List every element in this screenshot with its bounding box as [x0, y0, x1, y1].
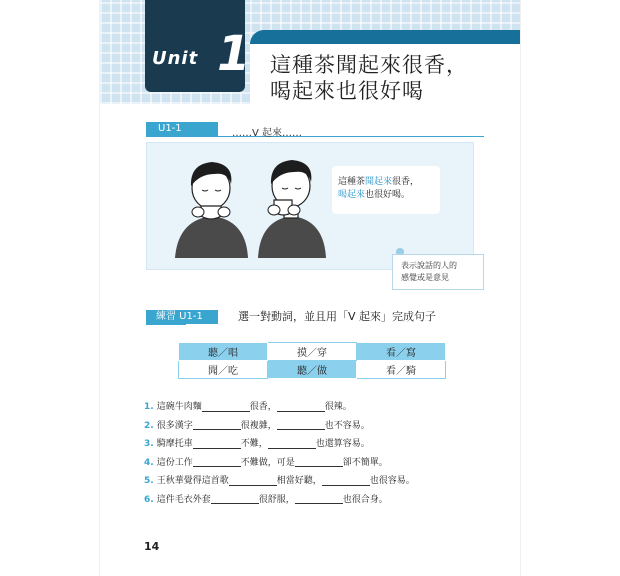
- answer-blank[interactable]: [193, 439, 241, 449]
- item-text-a: 很多漢字: [156, 420, 193, 431]
- item-text-c: 很辣。: [324, 402, 352, 412]
- example-line1: [338, 176, 434, 189]
- item-text-b: 很香，: [249, 402, 277, 412]
- practice-rule: [146, 324, 186, 325]
- person-drinking-tea: [258, 160, 326, 258]
- table-cell: 看／寫: [357, 343, 446, 361]
- item-text-a: 這碗牛肉麵: [156, 402, 202, 412]
- example-text-2: 很香，: [392, 177, 420, 187]
- answer-blank[interactable]: [277, 420, 325, 430]
- people-drinking-tea-illustration: [170, 150, 330, 260]
- table-row: [179, 343, 446, 361]
- item-text-a: 這份工作: [156, 457, 193, 468]
- list-item: [144, 472, 415, 491]
- list-item: [144, 454, 415, 473]
- example-text-1: 這種茶: [338, 177, 366, 187]
- grammar-pattern: ……V 起來……: [232, 128, 303, 139]
- section-rule: [146, 136, 484, 137]
- item-text-a: 這件毛衣外套: [156, 494, 211, 505]
- answer-blank[interactable]: [202, 402, 250, 412]
- table-cell: 聽／做: [268, 361, 357, 379]
- item-text-c: 也很合身。: [342, 494, 388, 505]
- item-text-b: 很複雜，: [240, 420, 277, 431]
- answer-blank[interactable]: [295, 457, 343, 467]
- example-sentence: [332, 166, 440, 214]
- example-line2: [338, 189, 434, 202]
- answer-blank[interactable]: [193, 420, 241, 430]
- table-row: [179, 361, 446, 379]
- item-text-a: 王秋華覺得這首歌: [156, 476, 229, 486]
- item-number: 5.: [144, 476, 154, 486]
- answer-blank[interactable]: [268, 439, 316, 449]
- example-highlight-1: 聞起來: [365, 177, 393, 187]
- item-text-c: 也很容易。: [369, 476, 415, 486]
- example-highlight-2: 喝起來: [338, 190, 366, 200]
- item-text-b: 很舒服，: [258, 494, 295, 505]
- item-text-b: 相當好聽，: [276, 476, 322, 486]
- list-item: [144, 417, 415, 436]
- item-text-c: 也不容易。: [324, 420, 370, 431]
- exercise-list: [144, 398, 415, 509]
- verb-pairs-table: [178, 342, 446, 379]
- person-smelling-tea: [175, 162, 248, 258]
- lesson-title-line2: 喝起來也很好喝: [270, 79, 424, 103]
- unit-number: 1: [217, 26, 251, 82]
- item-text-c: 也還算容易。: [315, 439, 370, 449]
- usage-note: [392, 254, 484, 290]
- usage-note-line2: 感覺或是意見: [401, 273, 449, 282]
- example-text-3: 也很好喝。: [365, 190, 411, 200]
- list-item: [144, 398, 415, 417]
- answer-blank[interactable]: [229, 476, 277, 486]
- textbook-page: [100, 0, 520, 576]
- practice-instruction: 選一對動詞，並且用「V 起來」完成句子: [238, 310, 437, 323]
- answer-blank[interactable]: [295, 494, 343, 504]
- table-cell: 摸／穿: [268, 343, 357, 361]
- item-number: 2.: [144, 420, 154, 431]
- item-number: 6.: [144, 494, 154, 505]
- lesson-title-line1: 這種茶聞起來很香，: [270, 53, 468, 77]
- item-number: 3.: [144, 439, 154, 449]
- item-text-c: 卻不簡單。: [342, 457, 388, 468]
- item-text-b: 不難，: [240, 439, 268, 449]
- table-cell: 聞／吃: [179, 361, 268, 379]
- item-number: 4.: [144, 457, 154, 468]
- list-item: [144, 491, 415, 510]
- answer-blank[interactable]: [277, 402, 325, 412]
- table-cell: 看／騎: [357, 361, 446, 379]
- item-text-b: 不難做，可是: [240, 457, 295, 468]
- practice-label: 練習 U1-1: [146, 310, 218, 324]
- answer-blank[interactable]: [322, 476, 370, 486]
- unit-word: Unit: [152, 48, 199, 69]
- list-item: [144, 435, 415, 454]
- answer-blank[interactable]: [193, 457, 241, 467]
- section-label: U1-1: [146, 122, 218, 136]
- lesson-title: [270, 52, 468, 104]
- table-cell: 聽／唱: [179, 343, 268, 361]
- answer-blank[interactable]: [211, 494, 259, 504]
- header-stripe: [250, 30, 520, 44]
- usage-note-line1: 表示說話的人的: [401, 261, 457, 270]
- item-text-a: 騎摩托車: [156, 439, 193, 449]
- item-number: 1.: [144, 402, 154, 412]
- page-number: 14: [144, 540, 160, 553]
